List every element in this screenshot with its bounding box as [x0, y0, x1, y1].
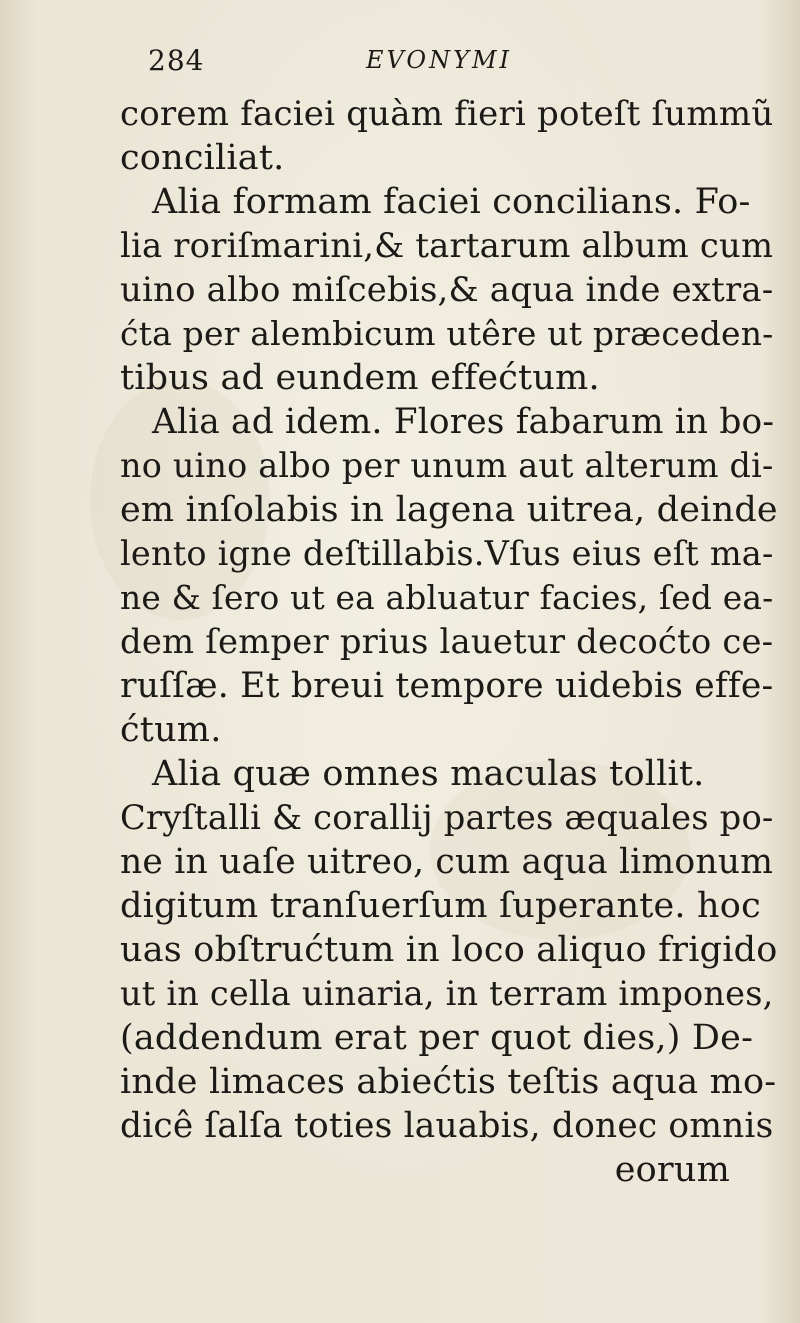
catchword: eorum	[614, 1150, 730, 1190]
section-heading-line: Alia formam faciei concilians. Fo-	[152, 182, 751, 222]
text-line: dicê ſalſa toties lauabis, donec omnis	[120, 1106, 774, 1146]
text-line: uas obſtrućtum in loco aliquo frigido	[120, 930, 778, 970]
text-line: em inſolabis in lagena uitrea, deinde	[120, 490, 778, 530]
text-line: ćta per alembicum utêre ut præceden-	[120, 314, 774, 353]
page-number: 284	[148, 44, 205, 77]
text-line: digitum tranſuerſum ſuperante. hoc	[120, 886, 761, 926]
text-line: ćtum.	[120, 710, 222, 750]
running-head: EVONYMI	[366, 46, 513, 74]
text-line: ne & ſero ut ea abluatur facies, ſed ea-	[120, 579, 774, 617]
text-line: no uino albo per unum aut alterum di-	[120, 446, 774, 485]
text-line: dem ſemper prius lauetur decoćto ce-	[120, 622, 774, 661]
text-line: ut in cella uinaria, in terram impones,	[120, 974, 774, 1013]
text-line: ne in uaſe uitreo, cum aqua limonum	[120, 842, 774, 882]
text-line: lento igne deſtillabis.Vſus eius eſt ma-	[120, 534, 774, 573]
body-text	[120, 92, 780, 1192]
text-line: uino albo miſcebis,& aqua inde extra-	[120, 270, 774, 309]
text-line: ruſſæ. Et breui tempore uidebis effe-	[120, 666, 774, 706]
section-heading-line: Alia ad idem. Flores fabarum in bo-	[152, 402, 775, 442]
text-line: conciliat.	[120, 138, 285, 178]
text-line: inde limaces abiećtis teſtis aqua mo-	[120, 1062, 777, 1102]
text-line: Cryſtalli & corallij partes æquales po-	[120, 798, 774, 837]
text-line: tibus ad eundem effećtum.	[120, 358, 600, 398]
text-line: lia roriſmarini,& tartarum album cum	[120, 226, 774, 265]
section-heading-line: Alia quæ omnes maculas tollit.	[152, 754, 705, 794]
text-line: (addendum erat per quot dies,) De-	[120, 1018, 754, 1058]
page-header	[148, 40, 668, 88]
text-line: corem faciei quàm fieri poteſt ſummũ	[120, 94, 774, 134]
